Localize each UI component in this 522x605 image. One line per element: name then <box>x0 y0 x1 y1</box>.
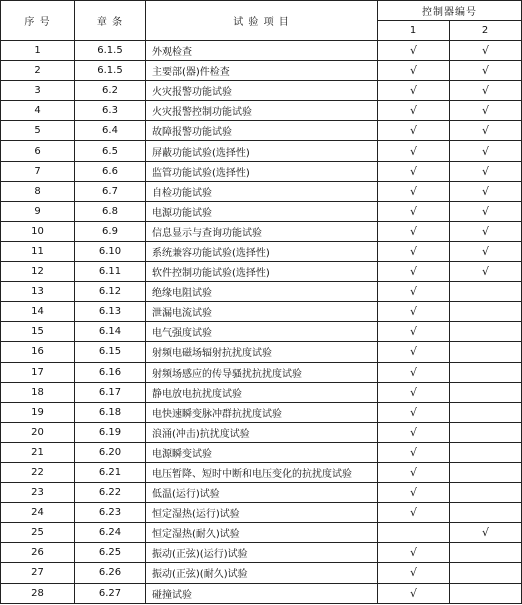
row-index: 19 <box>1 402 75 422</box>
row-clause: 6.4 <box>75 121 146 141</box>
row-test-item: 恒定湿热(耐久)试验 <box>146 523 378 543</box>
row-index: 7 <box>1 161 75 181</box>
row-controller-2-check: √ <box>450 81 522 101</box>
row-controller-2-check <box>450 402 522 422</box>
row-test-item: 电气强度试验 <box>146 322 378 342</box>
row-index: 13 <box>1 282 75 302</box>
row-index: 28 <box>1 583 75 603</box>
row-test-item: 火灾报警功能试验 <box>146 81 378 101</box>
row-controller-2-check: √ <box>450 101 522 121</box>
row-controller-2-check <box>450 382 522 402</box>
row-controller-2-check: √ <box>450 201 522 221</box>
row-controller-2-check: √ <box>450 241 522 261</box>
row-clause: 6.20 <box>75 442 146 462</box>
row-clause: 6.8 <box>75 201 146 221</box>
table-row <box>1 221 522 241</box>
row-clause: 6.1.5 <box>75 41 146 61</box>
row-index: 1 <box>1 41 75 61</box>
row-test-item: 电源瞬变试验 <box>146 442 378 462</box>
row-clause: 6.3 <box>75 101 146 121</box>
table-row <box>1 201 522 221</box>
row-test-item: 泄漏电流试验 <box>146 302 378 322</box>
row-controller-1-check: √ <box>378 101 450 121</box>
row-controller-1-check: √ <box>378 583 450 603</box>
row-index: 9 <box>1 201 75 221</box>
row-index: 23 <box>1 483 75 503</box>
header-index: 序 号 <box>1 1 75 41</box>
row-test-item: 故障报警功能试验 <box>146 121 378 141</box>
header-clause: 章 条 <box>75 1 146 41</box>
row-controller-2-check <box>450 282 522 302</box>
row-controller-2-check: √ <box>450 61 522 81</box>
table-row <box>1 523 522 543</box>
row-test-item: 信息显示与查询功能试验 <box>146 221 378 241</box>
row-test-item: 屏蔽功能试验(选择性) <box>146 141 378 161</box>
row-clause: 6.15 <box>75 342 146 362</box>
table-row <box>1 141 522 161</box>
row-index: 22 <box>1 462 75 482</box>
row-controller-2-check <box>450 503 522 523</box>
table-row <box>1 382 522 402</box>
table-row <box>1 121 522 141</box>
row-controller-2-check <box>450 543 522 563</box>
row-controller-1-check: √ <box>378 322 450 342</box>
row-index: 8 <box>1 181 75 201</box>
row-controller-1-check: √ <box>378 262 450 282</box>
row-clause: 6.7 <box>75 181 146 201</box>
table-row <box>1 161 522 181</box>
header-controller-1: 1 <box>378 21 450 41</box>
table-row <box>1 302 522 322</box>
row-test-item: 浪涌(冲击)抗扰度试验 <box>146 422 378 442</box>
row-controller-2-check: √ <box>450 181 522 201</box>
row-controller-1-check: √ <box>378 382 450 402</box>
row-clause: 6.9 <box>75 221 146 241</box>
row-controller-2-check <box>450 342 522 362</box>
row-controller-2-check: √ <box>450 221 522 241</box>
row-controller-1-check: √ <box>378 81 450 101</box>
row-test-item: 低温(运行)试验 <box>146 483 378 503</box>
row-clause: 6.19 <box>75 422 146 442</box>
row-controller-2-check <box>450 322 522 342</box>
table-row <box>1 503 522 523</box>
row-test-item: 电压暂降、短时中断和电压变化的抗扰度试验 <box>146 462 378 482</box>
row-test-item: 监管功能试验(选择性) <box>146 161 378 181</box>
row-controller-2-check: √ <box>450 161 522 181</box>
row-clause: 6.11 <box>75 262 146 282</box>
row-test-item: 系统兼容功能试验(选择性) <box>146 241 378 261</box>
row-index: 2 <box>1 61 75 81</box>
row-index: 24 <box>1 503 75 523</box>
row-controller-2-check <box>450 563 522 583</box>
table-row <box>1 583 522 603</box>
row-controller-1-check: √ <box>378 61 450 81</box>
row-clause: 6.12 <box>75 282 146 302</box>
row-controller-2-check: √ <box>450 523 522 543</box>
row-clause: 6.16 <box>75 362 146 382</box>
row-controller-2-check: √ <box>450 41 522 61</box>
row-index: 10 <box>1 221 75 241</box>
row-controller-2-check: √ <box>450 262 522 282</box>
row-controller-1-check: √ <box>378 543 450 563</box>
row-controller-1-check: √ <box>378 121 450 141</box>
row-controller-2-check <box>450 362 522 382</box>
row-test-item: 外观检查 <box>146 41 378 61</box>
row-clause: 6.23 <box>75 503 146 523</box>
row-controller-1-check: √ <box>378 181 450 201</box>
table-row <box>1 342 522 362</box>
table-row <box>1 422 522 442</box>
row-controller-1-check: √ <box>378 563 450 583</box>
table-row <box>1 181 522 201</box>
table-row <box>1 41 522 61</box>
row-controller-2-check <box>450 422 522 442</box>
row-index: 4 <box>1 101 75 121</box>
row-index: 3 <box>1 81 75 101</box>
table-row <box>1 563 522 583</box>
row-clause: 6.18 <box>75 402 146 422</box>
row-controller-1-check: √ <box>378 342 450 362</box>
row-test-item: 软件控制功能试验(选择性) <box>146 262 378 282</box>
row-test-item: 射频电磁场辐射抗扰度试验 <box>146 342 378 362</box>
row-clause: 6.25 <box>75 543 146 563</box>
row-clause: 6.5 <box>75 141 146 161</box>
row-controller-1-check: √ <box>378 503 450 523</box>
row-index: 16 <box>1 342 75 362</box>
table-row <box>1 262 522 282</box>
table-row <box>1 81 522 101</box>
row-test-item: 自检功能试验 <box>146 181 378 201</box>
table-row <box>1 322 522 342</box>
table-row <box>1 543 522 563</box>
row-index: 12 <box>1 262 75 282</box>
row-index: 26 <box>1 543 75 563</box>
row-test-item: 碰撞试验 <box>146 583 378 603</box>
row-index: 6 <box>1 141 75 161</box>
table-row <box>1 61 522 81</box>
row-controller-2-check <box>450 483 522 503</box>
row-controller-2-check <box>450 442 522 462</box>
table-row <box>1 442 522 462</box>
header-controller-2: 2 <box>450 21 522 41</box>
row-controller-2-check: √ <box>450 121 522 141</box>
row-controller-1-check: √ <box>378 402 450 422</box>
row-controller-1-check: √ <box>378 422 450 442</box>
row-controller-2-check <box>450 583 522 603</box>
row-controller-1-check: √ <box>378 41 450 61</box>
row-clause: 6.26 <box>75 563 146 583</box>
row-controller-1-check <box>378 523 450 543</box>
header-controller-number: 控制器编号 <box>378 1 522 21</box>
row-test-item: 电快速瞬变脉冲群抗扰度试验 <box>146 402 378 422</box>
row-clause: 6.2 <box>75 81 146 101</box>
table-row <box>1 101 522 121</box>
row-controller-1-check: √ <box>378 282 450 302</box>
table-body <box>1 41 522 604</box>
row-clause: 6.13 <box>75 302 146 322</box>
row-clause: 6.1.5 <box>75 61 146 81</box>
table-row <box>1 282 522 302</box>
row-clause: 6.17 <box>75 382 146 402</box>
row-controller-1-check: √ <box>378 442 450 462</box>
table-row <box>1 362 522 382</box>
row-index: 18 <box>1 382 75 402</box>
row-controller-2-check <box>450 462 522 482</box>
row-index: 27 <box>1 563 75 583</box>
row-index: 14 <box>1 302 75 322</box>
row-index: 20 <box>1 422 75 442</box>
row-controller-2-check <box>450 302 522 322</box>
row-test-item: 振动(正弦)(耐久)试验 <box>146 563 378 583</box>
row-index: 11 <box>1 241 75 261</box>
row-test-item: 绝缘电阻试验 <box>146 282 378 302</box>
row-clause: 6.6 <box>75 161 146 181</box>
row-test-item: 静电放电抗扰度试验 <box>146 382 378 402</box>
row-index: 5 <box>1 121 75 141</box>
row-test-item: 恒定湿热(运行)试验 <box>146 503 378 523</box>
row-index: 21 <box>1 442 75 462</box>
row-clause: 6.24 <box>75 523 146 543</box>
row-test-item: 火灾报警控制功能试验 <box>146 101 378 121</box>
table-row <box>1 402 522 422</box>
row-controller-2-check: √ <box>450 141 522 161</box>
row-controller-1-check: √ <box>378 221 450 241</box>
row-clause: 6.10 <box>75 241 146 261</box>
table-row <box>1 241 522 261</box>
row-clause: 6.21 <box>75 462 146 482</box>
row-test-item: 振动(正弦)(运行)试验 <box>146 543 378 563</box>
row-index: 17 <box>1 362 75 382</box>
table-row <box>1 483 522 503</box>
row-test-item: 射频场感应的传导骚扰抗扰度试验 <box>146 362 378 382</box>
row-controller-1-check: √ <box>378 241 450 261</box>
row-controller-1-check: √ <box>378 483 450 503</box>
row-controller-1-check: √ <box>378 161 450 181</box>
row-test-item: 电源功能试验 <box>146 201 378 221</box>
header-test-item: 试 验 项 目 <box>146 1 378 41</box>
row-controller-1-check: √ <box>378 141 450 161</box>
table-row <box>1 462 522 482</box>
row-clause: 6.22 <box>75 483 146 503</box>
row-controller-1-check: √ <box>378 302 450 322</box>
row-controller-1-check: √ <box>378 462 450 482</box>
row-clause: 6.14 <box>75 322 146 342</box>
row-index: 15 <box>1 322 75 342</box>
row-controller-1-check: √ <box>378 201 450 221</box>
row-controller-1-check: √ <box>378 362 450 382</box>
row-clause: 6.27 <box>75 583 146 603</box>
row-index: 25 <box>1 523 75 543</box>
row-test-item: 主要部(器)件检查 <box>146 61 378 81</box>
